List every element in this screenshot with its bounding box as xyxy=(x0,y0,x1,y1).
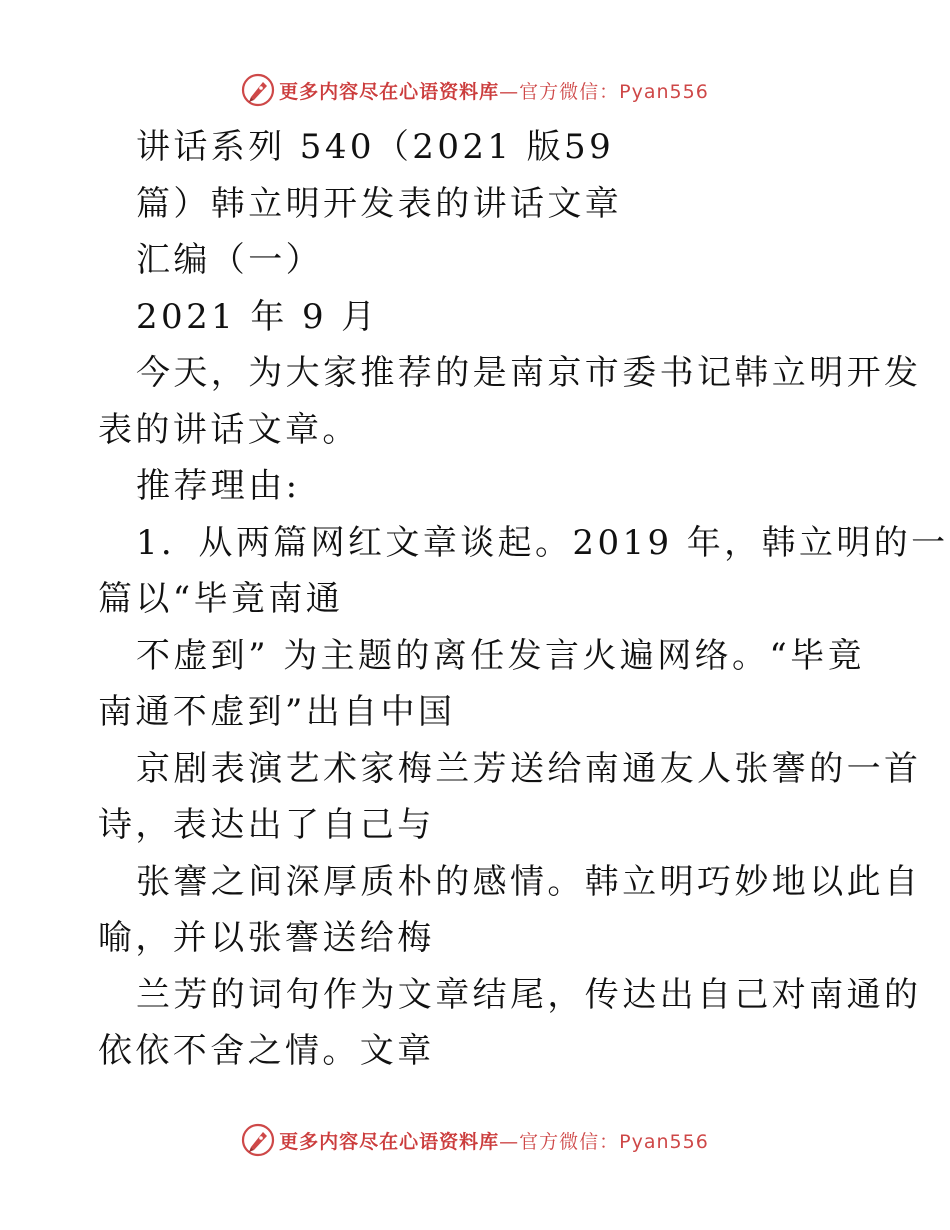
paragraph-line: 依依不舍之情。文章 xyxy=(98,1031,435,1071)
paragraph-line: 1．从两篇网红文章谈起。2019 年，韩立明的一 xyxy=(136,522,949,563)
pen-nib-logo-icon xyxy=(241,1123,275,1157)
title-line: 汇编（一） xyxy=(136,240,323,280)
banner-lead-text: 更多内容尽在心语资料库 xyxy=(279,1130,500,1153)
document-date: 2021 年 9 月 xyxy=(136,296,379,337)
paragraph-line: 张謇之间深厚质朴的感情。韩立明巧妙地以此自 xyxy=(136,861,922,902)
banner-wechat-text: —官方微信：Pyan556 xyxy=(499,1130,709,1153)
header-banner xyxy=(0,70,950,110)
paragraph-line: 今天，为大家推荐的是南京市委书记韩立明开发 xyxy=(136,353,922,393)
paragraph-line: 兰芳的词句作为文章结尾，传达出自己对南通的 xyxy=(136,974,922,1015)
title-line: 篇）韩立明开发表的讲话文章 xyxy=(136,183,623,224)
paragraph-line: 诗，表达出了自己与 xyxy=(98,805,435,845)
paragraph-line: 喻，并以张謇送给梅 xyxy=(98,918,435,958)
title-line: 讲话系列 540（2021 版59 xyxy=(136,127,615,167)
paragraph-line: 不虚到” 为主题的离任发言火遍网络。“毕竟 xyxy=(136,635,865,676)
footer-banner xyxy=(0,1120,950,1160)
paragraph-line: 京剧表演艺术家梅兰芳送给南通友人张謇的一首 xyxy=(136,748,922,789)
banner-wechat-text: —官方微信：Pyan556 xyxy=(499,80,709,103)
document-body xyxy=(98,119,949,1080)
paragraph-line: 表的讲话文章。 xyxy=(98,409,360,450)
paragraph-line: 篇以“毕竟南通 xyxy=(98,579,344,619)
paragraph-line: 推荐理由: xyxy=(136,466,301,506)
banner-lead-text: 更多内容尽在心语资料库 xyxy=(279,80,500,103)
paragraph-line: 南通不虚到”出自中国 xyxy=(98,692,456,732)
pen-nib-logo-icon xyxy=(241,73,275,107)
